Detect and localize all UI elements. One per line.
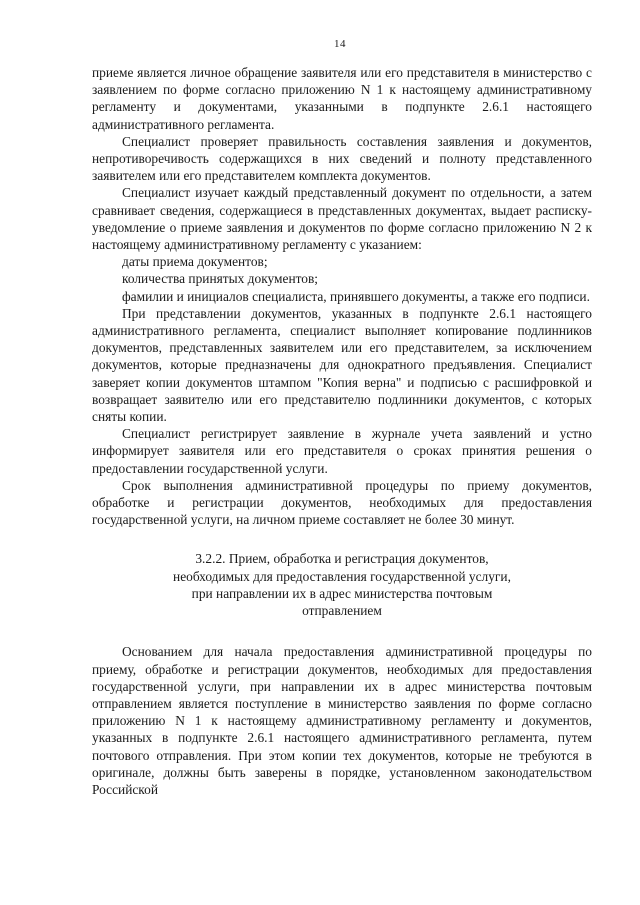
section-heading-line: отправлением [302,603,382,619]
page-number: 14 [334,38,346,50]
section-heading-line: 3.2.2. Прием, обработка и регистрация документов, [195,551,489,567]
paragraph-postal-basis: Основанием для начала предоставления административной процедуры по приему, обработке и регистрации документов, необходимых для предоставления государственной услуги, при направлении их в адрес министерства почтовым отправлением является поступление в министерство заявления по форме согласно приложению N 1 к настоящему административному регламенту и документов, указанных в подпункте 2.6.1 настоящего административного регламента, путем почтового отправления. При этом копии тех документов, которые не требуются в оригинале, должны быть заверены в порядке, установленном законодательством Российской [92,644,592,797]
list-item-count: количества принятых документов; [122,271,319,287]
paragraph-copying: При представлении документов, указанных в подпункте 2.6.1 настоящего административного регламента, специалист выполняет копирование подлинников документов, представленных заявителем или его представителем, за исключением документов, которые предназначены для однократного предъявления. Специалист заверяет копии документов штампом "Копия верна" и подписью с расшифровкой и возвращает заявителю или его представителю подлинники документов, с которых сняты копии. [92,305,592,425]
list-item-name: фамилии и инициалов специалиста, принявшего документы, а также его подписи. [122,288,590,304]
paragraph-specialist-checks: Специалист проверяет правильность составления заявления и документов, непротиворечивость содержащихся в них сведений и полноту представленного заявителем или его представителем комплекта документов. [92,133,592,184]
paragraph-deadline: Срок выполнения административной процедуры по приему документов, обработке и регистрации документов, необходимых для предоставления государственной услуги, на личном приеме составляет не более 30 минут. [92,477,592,528]
section-heading-line: необходимых для предоставления государственной услуги, [173,568,511,584]
section-heading-line: при направлении их в адрес министерства почтовым [191,585,493,601]
list-item-date: даты приема документов; [122,254,268,270]
section-heading [92,550,592,619]
page-content [92,64,592,798]
paragraph-continuation: приеме является личное обращение заявителя или его представителя в министерство с заявлением по форме согласно приложению N 1 к настоящему административному регламенту и документами, указанными в подпункте 2.6.1 настоящего административного регламента. [92,65,592,132]
paragraph-specialist-studies: Специалист изучает каждый представленный документ по отдельности, а затем сравнивает сведения, содержащиеся в представленных документах, выдает расписку-уведомление о приеме заявления и документов по форме согласно приложению N 2 к настоящему административному регламенту с указанием: [92,185,592,253]
paragraph-registration: Специалист регистрирует заявление в журнале учета заявлений и устно информирует заявителя или его представителя о сроках принятия решения о предоставлении государственной услуги. [92,426,592,476]
